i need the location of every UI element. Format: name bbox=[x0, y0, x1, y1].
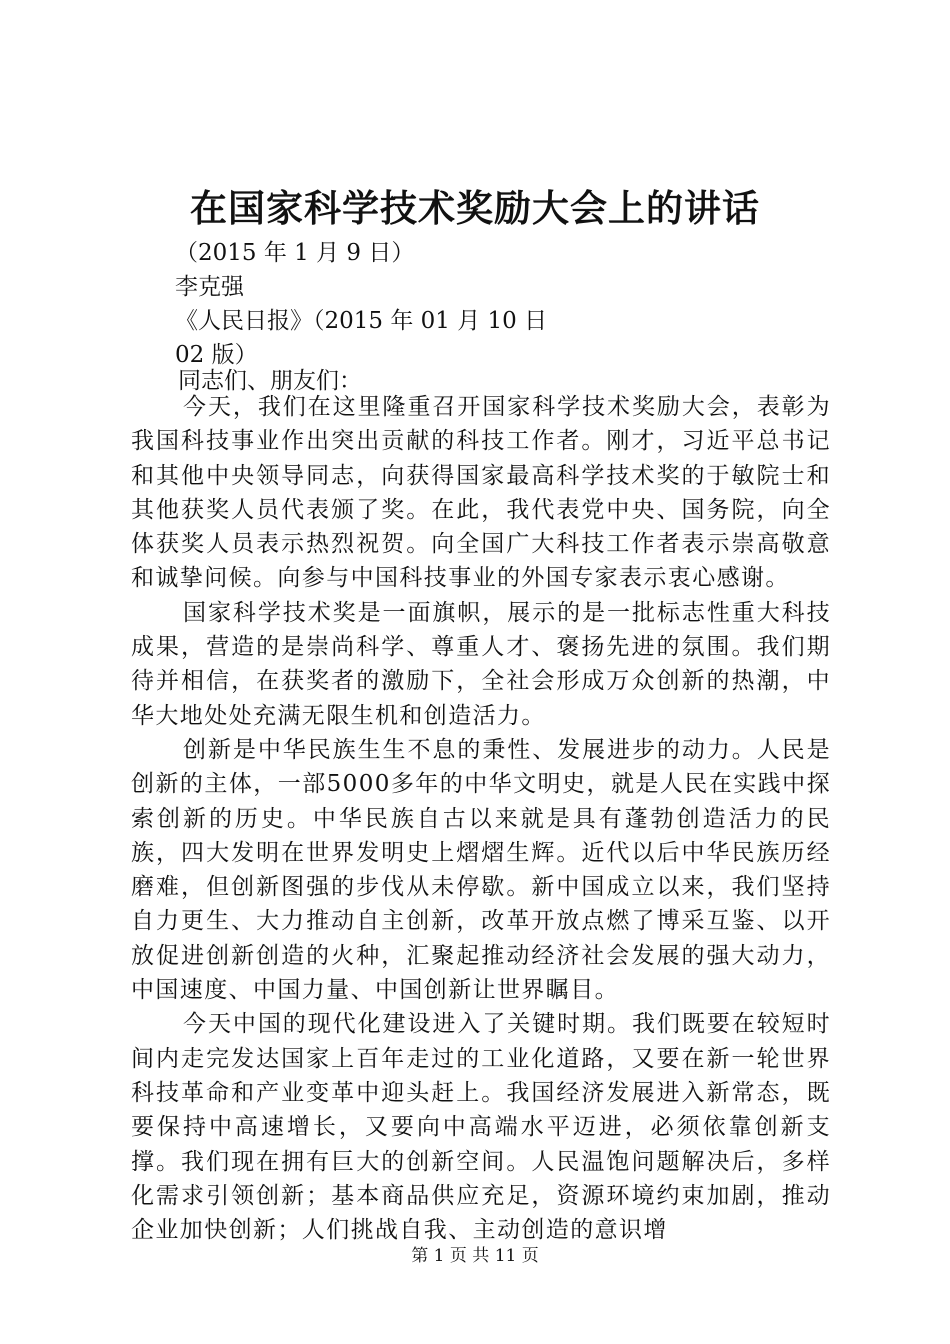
date-line: （2015 年 1 月 9 日） bbox=[175, 240, 415, 266]
speech-body bbox=[131, 390, 831, 1247]
paragraph: 国家科学技术奖是一面旗帜，展示的是一批标志性重大科技成果，营造的是崇尚科学、尊重人才、褒扬先进的氛围。我们期待并相信，在获奖者的激励下，全社会形成万众创新的热潮，中华大地处处充满无限生机和创造活力。 bbox=[131, 599, 831, 729]
paragraph: 今天中国的现代化建设进入了关键时期。我们既要在较短时间内走完发达国家上百年走过的工业化道路，又要在新一轮世界科技革命和产业变革中迎头赶上。我国经济发展进入新常态，既要保持中高速增长，又要向中高端水平迈进，必须依靠创新支撑。我们现在拥有巨大的创新空间。人民温饱问题解决后，多样化需求引领创新；基本商品供应充足，资源环境约束加剧，推动企业加快创新；人们挑战自我、主动创造的意识增 bbox=[131, 1011, 831, 1244]
paragraph: 今天，我们在这里隆重召开国家科学技术奖励大会，表彰为我国科技事业作出突出贡献的科技工作者。刚才，习近平总书记和其他中央领导同志，向获得国家最高科学技术奖的于敏院士和其他获奖人员代表颁了奖。在此，我代表党中央、国务院，向全体获奖人员表示热烈祝贺。向全国广大科技工作者表示崇高敬意和诚挚问候。向参与中国科技事业的外国专家表示衷心感谢。 bbox=[131, 394, 831, 592]
source-line-continued: 02 版） bbox=[175, 342, 258, 368]
paragraph: 创新是中华民族生生不息的秉性、发展进步的动力。人民是创新的主体，一部5000多年的中华文明史，就是人民在实践中探索创新的历史。中华民族自古以来就是具有蓬勃创造活力的民族，四大发明在世界发明史上熠熠生辉。近代以后中华民族历经磨难，但创新图强的步伐从未停歇。新中国成立以来，我们坚持自力更生、大力推动自主创新，改革开放点燃了博采互鉴、以开放促进创新创造的火种，汇聚起推动经济社会发展的强大动力，中国速度、中国力量、中国创新让世界瞩目。 bbox=[131, 736, 831, 1004]
salutation: 同志们、朋友们： bbox=[178, 368, 362, 394]
author-line: 李克强 bbox=[175, 274, 244, 300]
page-footer: 第 1 页 共 11 页 bbox=[411, 1246, 539, 1266]
source-line: 《人民日报》（2015 年 01 月 10 日 bbox=[175, 308, 548, 334]
document-title: 在国家科学技术奖励大会上的讲话 bbox=[190, 187, 760, 230]
